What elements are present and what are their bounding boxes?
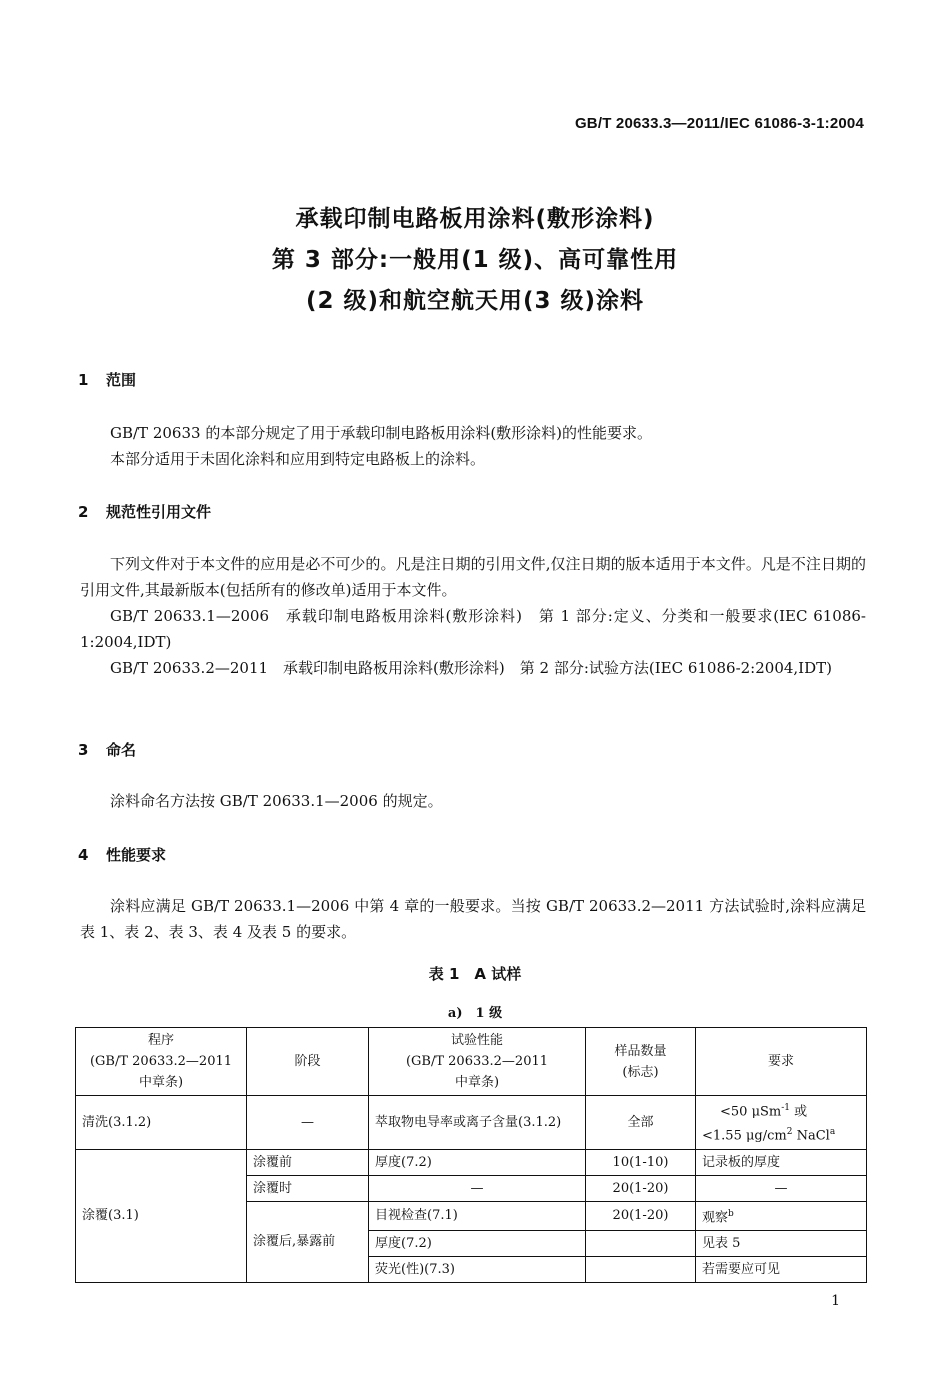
cell-requirement: 见表 5	[696, 1230, 867, 1256]
cell-qty	[586, 1256, 696, 1282]
section-title: 规范性引用文件	[106, 503, 212, 521]
section-number: 3	[78, 741, 89, 759]
requirements-table	[75, 1027, 867, 1283]
title-line-2: 第 3 部分:一般用(1 级)、高可靠性用	[271, 247, 679, 273]
section-number: 2	[78, 503, 89, 521]
cell-qty: 20(1-20)	[586, 1175, 696, 1201]
section-title: 范围	[106, 371, 137, 389]
paragraph: 涂料命名方法按 GB/T 20633.1—2006 的规定。	[110, 792, 443, 810]
paragraph: 本部分适用于未固化涂料和应用到特定电路板上的涂料。	[110, 450, 486, 468]
header-procedure: 程序 (GB/T 20633.2—2011 中章条)	[76, 1028, 247, 1096]
table-caption: 表 1 A 试样	[428, 965, 522, 983]
table-row	[76, 1149, 867, 1175]
section-2-heading	[78, 501, 211, 522]
cell-requirement: <50 μSm$^{-1}$ 或 <1.55 $\mu g/cm^2$ NaCl$^a$	[696, 1096, 867, 1150]
cell-stage: 涂覆前	[247, 1149, 369, 1175]
title-line-3: (2 级)和航空航天用(3 级)涂料	[305, 288, 645, 314]
cell-stage: 涂覆时	[247, 1175, 369, 1201]
paragraph: 下列文件对于本文件的应用是必不可少的。凡是注日期的引用文件,仅注日期的版本适用于本文件。凡是不注日期的引用文件,其最新版本(包括所有的修改单)适用于本文件。	[80, 555, 866, 599]
cell-qty	[586, 1230, 696, 1256]
section-3-heading	[78, 739, 136, 760]
cell-requirement: 观察$^b$	[696, 1201, 867, 1230]
cell-property: 萃取物电导率或离子含量(3.1.2)	[369, 1096, 586, 1150]
section-1-body	[80, 420, 866, 472]
cell-qty: 20(1-20)	[586, 1201, 696, 1230]
cell-qty: 10(1-10)	[586, 1149, 696, 1175]
title-line-1: 承载印制电路板用涂料(敷形涂料)	[295, 206, 655, 232]
table-row	[76, 1096, 867, 1150]
reference-item: GB/T 20633.1—2006 承载印制电路板用涂料(敷形涂料) 第 1 部分:定义、分类和一般要求(IEC 61086-1:2004,IDT)	[80, 607, 866, 651]
header-property: 试验性能 (GB/T 20633.2—2011 中章条)	[369, 1028, 586, 1096]
cell-procedure: 清洗(3.1.2)	[76, 1096, 247, 1150]
section-1-heading	[78, 369, 136, 390]
section-4-heading	[78, 844, 166, 865]
section-number: 4	[78, 846, 89, 864]
cell-property: —	[369, 1175, 586, 1201]
section-2-body	[80, 551, 866, 681]
table-header-row	[76, 1028, 867, 1096]
cell-stage: 涂覆后,暴露前	[247, 1201, 369, 1282]
section-4-body	[80, 893, 866, 945]
cell-property: 厚度(7.2)	[369, 1149, 586, 1175]
header-stage: 阶段	[247, 1028, 369, 1096]
section-number: 1	[78, 371, 89, 389]
cell-requirement: —	[696, 1175, 867, 1201]
paragraph: 涂料应满足 GB/T 20633.1—2006 中第 4 章的一般要求。当按 GB/T 20633.2—2011 方法试验时,涂料应满足表 1、表 2、表 3、表 4 及表 5 的要求。	[80, 897, 866, 941]
cell-stage: —	[247, 1096, 369, 1150]
section-3-body	[80, 788, 866, 814]
section-title: 性能要求	[106, 846, 167, 864]
header-requirement: 要求	[696, 1028, 867, 1096]
standard-number: GB/T 20633.3—2011/IEC 61086-3-1:2004	[574, 115, 864, 132]
cell-requirement: 记录板的厚度	[696, 1149, 867, 1175]
page-number: 1	[831, 1293, 840, 1309]
cell-property: 目视检查(7.1)	[369, 1201, 586, 1230]
cell-requirement: 若需要应可见	[696, 1256, 867, 1282]
reference-item: GB/T 20633.2—2011 承载印制电路板用涂料(敷形涂料) 第 2 部分:试验方法(IEC 61086-2:2004,IDT)	[110, 659, 832, 677]
table-subcaption: a) 1 级	[447, 1006, 503, 1021]
cell-property: 厚度(7.2)	[369, 1230, 586, 1256]
section-title: 命名	[106, 741, 137, 759]
cell-qty: 全部	[586, 1096, 696, 1150]
cell-property: 荧光(性)(7.3)	[369, 1256, 586, 1282]
header-sample-qty: 样品数量 (标志)	[586, 1028, 696, 1096]
cell-procedure: 涂覆(3.1)	[76, 1149, 247, 1282]
paragraph: GB/T 20633 的本部分规定了用于承载印制电路板用涂料(敷形涂料)的性能要求。	[110, 424, 653, 442]
